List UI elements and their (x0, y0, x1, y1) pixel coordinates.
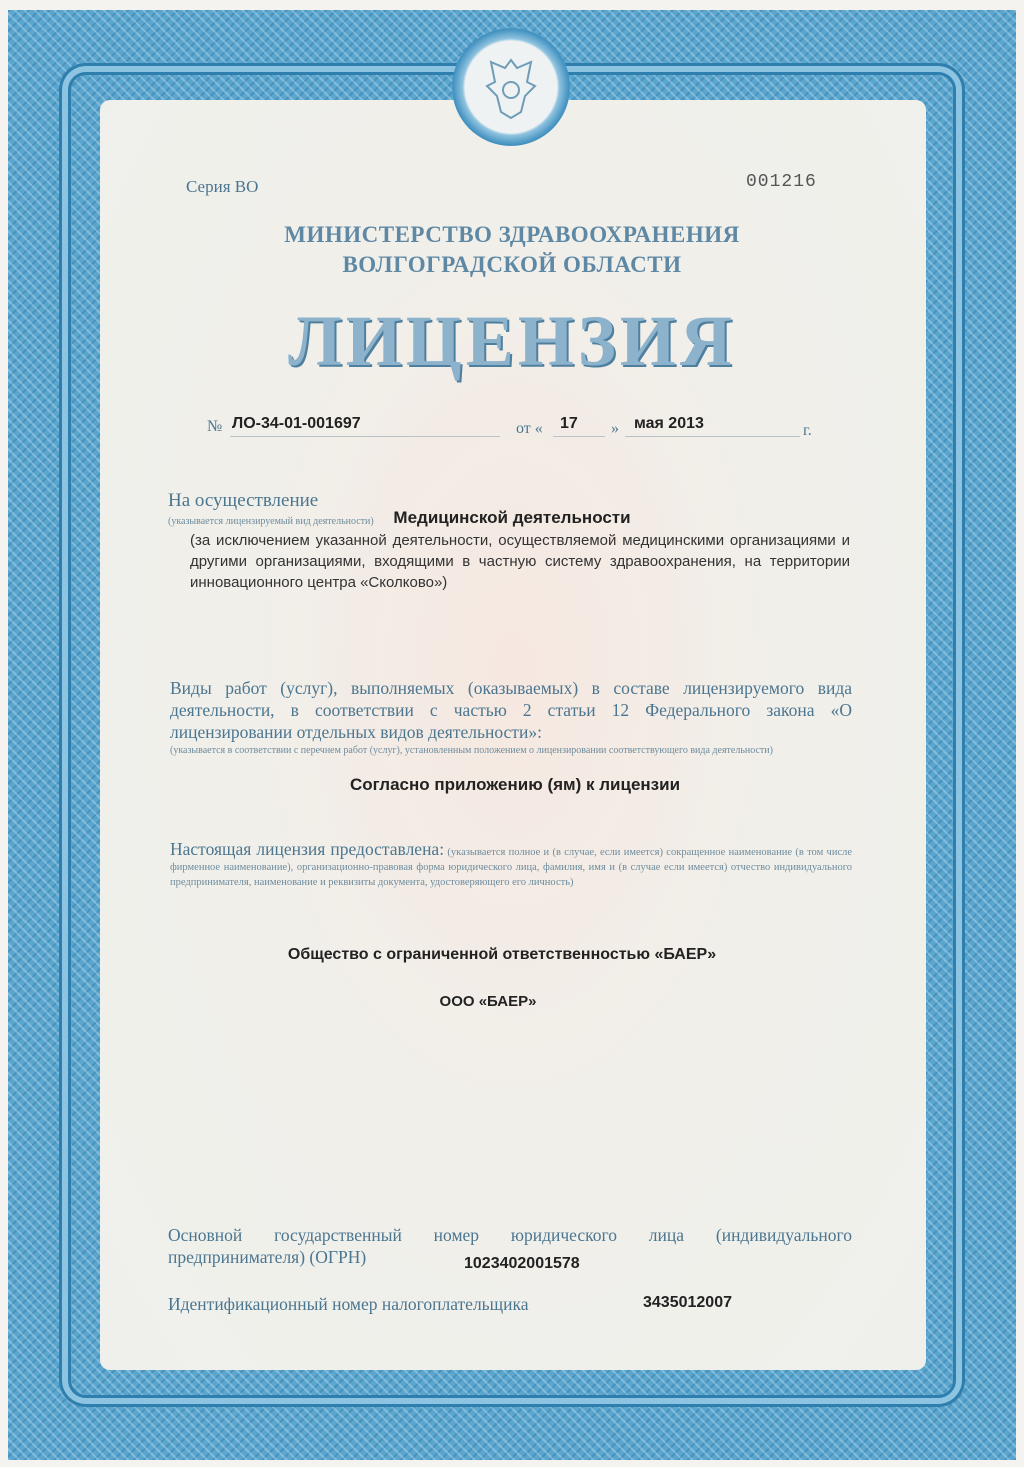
license-day: 17 (560, 415, 578, 432)
inn-label: Идентификационный номер налогоплательщика (168, 1294, 529, 1314)
blank-number: 001216 (746, 172, 817, 192)
inn-value: 3435012007 (643, 1294, 732, 1311)
activity-label: На осуществление (168, 490, 319, 511)
date-from-label: от « (516, 420, 543, 437)
year-suffix: г. (803, 422, 812, 439)
ogrn-value: 1023402001578 (464, 1255, 580, 1272)
license-month-year: мая 2013 (634, 415, 704, 432)
license-no-label: № (207, 418, 223, 435)
coat-of-arms-emblem (452, 28, 570, 146)
holder-hint: (указывается полное и (в случае, если имеется) сокращенное наименование (в том числе фирменное наименование), организационно-правовая форма юридического лица, фамилия, имя и (в случае если имеется) отчество индивидуального предпринимателя, наименование и реквизиты документа, удостоверяющего его личность) (170, 847, 853, 888)
holder-label: Настоящая лицензия предоставлена: (170, 839, 445, 859)
works-hint: (указывается в соответствии с перечнем работ (услуг), установленным положением о лицензировании соответствующего вида деятельности) (170, 745, 773, 756)
activity-detail: (за исключением указанной деятельности, осуществляемой медицинскими организациями и другими организациями, входящими в частную систему здравоохранения, на территории инновационного центра «Сколково») (190, 532, 850, 591)
works-label: Виды работ (услуг), выполняемых (оказываемых) в составе лицензируемого вида деятельности, в соответствии с частью 2 статьи 12 Федерального закона «О лицензировании отдельных видов деятельности»: (170, 678, 852, 742)
series-label: Серия ВО (186, 177, 259, 196)
holder-short-name: ООО «БАЕР» (439, 993, 537, 1010)
activity-hint: (указывается лицензируемый вид деятельности) (168, 516, 374, 527)
ministry-line-2: ВОЛГОГРАДСКОЙ ОБЛАСТИ (342, 252, 682, 277)
holder-full-name: Общество с ограниченной ответственностью «БАЕР» (287, 946, 717, 963)
ogrn-label: Основной государственный номер юридического лица (индивидуального предпринимателя) (ОГРН) (168, 1225, 852, 1267)
date-close-quote: » (611, 420, 619, 437)
license-number: ЛО-34-01-001697 (232, 415, 361, 432)
activity-value: Медицинской деятельности (393, 508, 631, 527)
holder-block (170, 839, 853, 890)
document-title: ЛИЦЕНЗИЯ (288, 301, 736, 381)
ministry-line-1: МИНИСТЕРСТВО ЗДРАВООХРАНЕНИЯ (284, 222, 740, 247)
works-value: Согласно приложению (ям) к лицензии (349, 775, 681, 794)
